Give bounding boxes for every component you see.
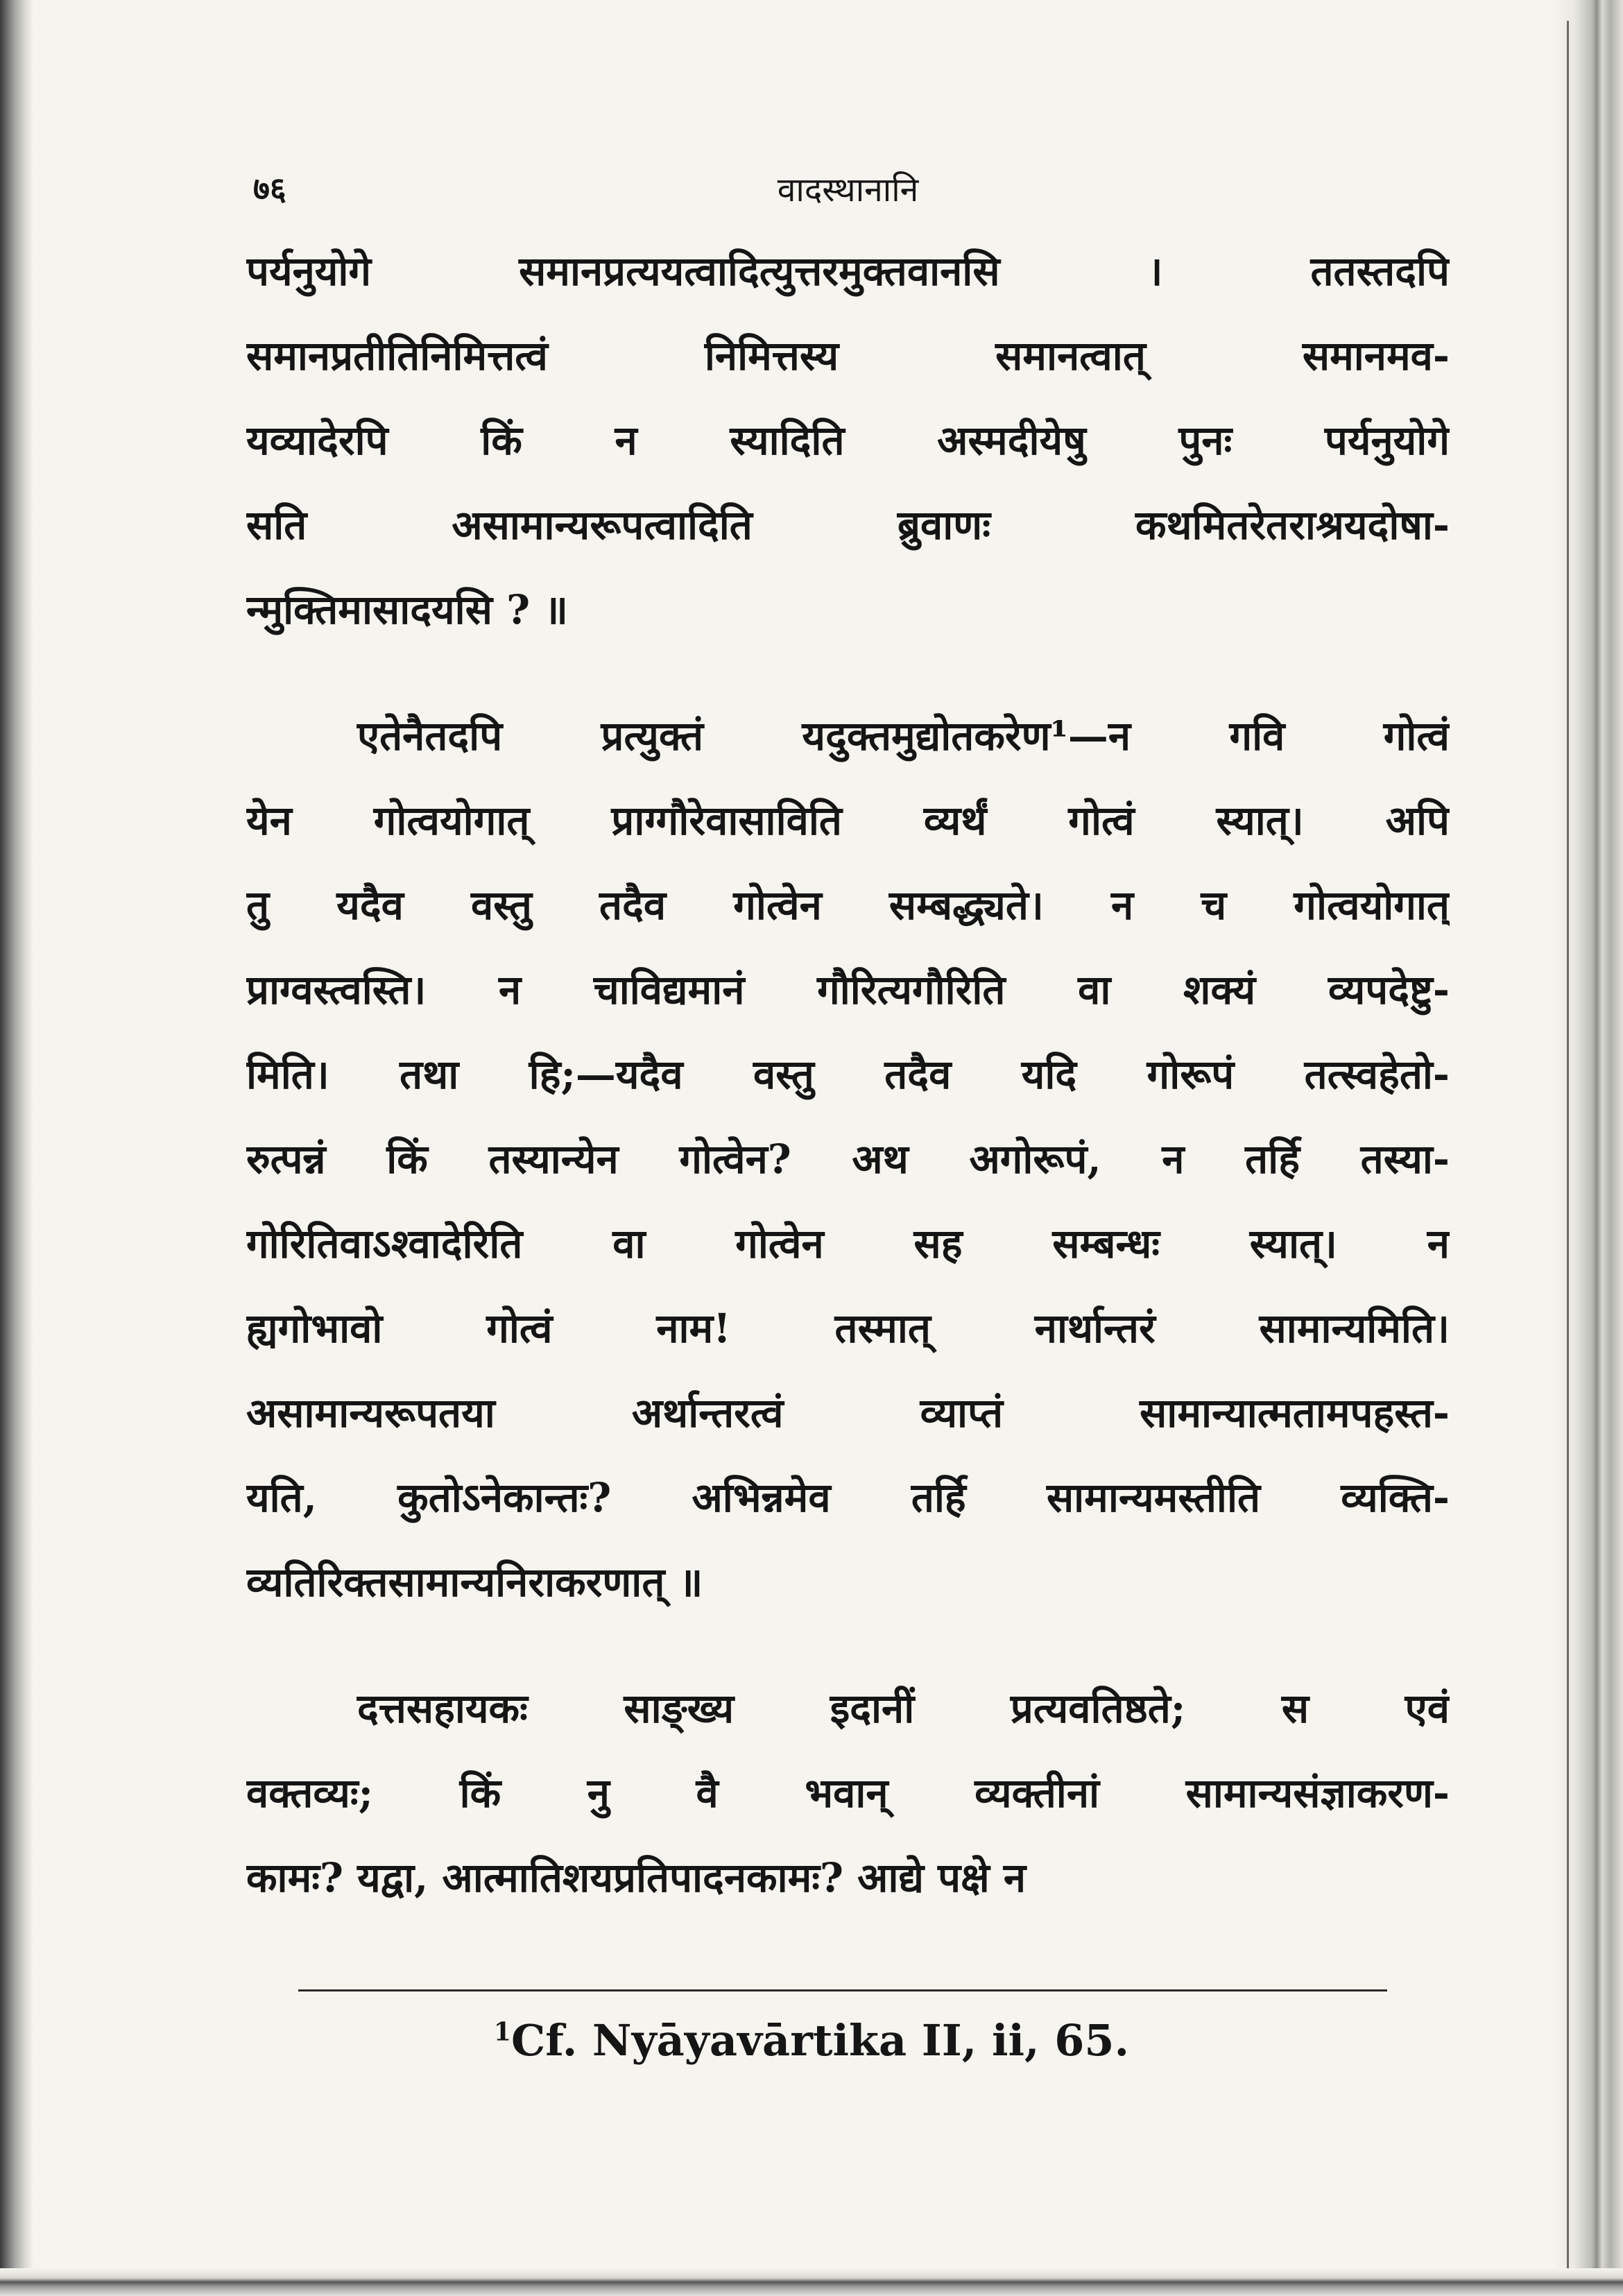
footnote-text: Cf. Nyāyavārtika II, ii, 65. bbox=[510, 2015, 1130, 2066]
text-line: प्राग्वस्त्वस्ति। न चाविद्यमानं गौरित्यगौरिति वा शक्यं व्यपदेष्टु- bbox=[246, 966, 1450, 1013]
scan-edge-right bbox=[1554, 0, 1623, 2296]
paragraph-gap bbox=[246, 652, 1450, 694]
text-line: पर्यनुयोगे समानप्रत्ययत्वादित्युत्तरमुक्तवानसि । ततस्तदपि bbox=[246, 248, 1450, 295]
text-line: गोरितिवाऽश्वादेरिति वा गोत्वेन सह सम्बन्धः स्यात्। न bbox=[246, 1220, 1450, 1267]
paragraph-1 bbox=[246, 229, 1450, 652]
paragraph-2 bbox=[246, 694, 1450, 1625]
text-line: व्यतिरिक्तसामान्यनिराकरणात् ॥ bbox=[246, 1559, 703, 1606]
text-line: यति, कुतोऽनेकान्तः? अभिन्नमेव तर्हि सामान्यमस्तीति व्यक्ति- bbox=[246, 1474, 1450, 1521]
text-line: ह्यगोभावो गोत्वं नाम! तस्मात् नार्थान्तरं सामान्यमिति। bbox=[246, 1305, 1450, 1352]
scan-edge-bottom bbox=[0, 2268, 1623, 2296]
footnote-marker: 1 bbox=[493, 2017, 511, 2047]
text-line: तु यदैव वस्तु तदैव गोत्वेन सम्बद्ध्यते। न च गोत्वयोगात् bbox=[246, 882, 1450, 929]
paragraph-3 bbox=[246, 1666, 1450, 1920]
text-line: यव्यादेरपि किं न स्यादिति अस्मदीयेषु पुनः पर्यनुयोगे bbox=[246, 417, 1450, 464]
paragraph-gap bbox=[246, 1625, 1450, 1666]
text-line: सति असामान्यरूपत्वादिति ब्रुवाणः कथमितरेतराश्रयदोषा- bbox=[246, 502, 1450, 549]
text-line: वक्तव्यः; किं नु वै भवान् व्यक्तीनां सामान्यसंज्ञाकरण- bbox=[246, 1770, 1450, 1817]
footnote-rule bbox=[298, 1989, 1387, 1991]
text-line: समानप्रतीतिनिमित्तत्वं निमित्तस्य समानत्वात् समानमव- bbox=[246, 332, 1450, 379]
page-number: ७६ bbox=[253, 170, 286, 207]
text-line: मिति। तथा हि;—यदैव वस्तु तदैव यदि गोरूपं तत्स्वहेतो- bbox=[246, 1051, 1450, 1098]
running-title: वादस्थानानि bbox=[777, 171, 919, 209]
scan-binding-line bbox=[1567, 21, 1569, 2275]
page-header bbox=[246, 166, 1450, 229]
text-line: कामः? यद्वा, आत्मातिशयप्रतिपादनकामः? आद्ये पक्षे न bbox=[246, 1854, 1027, 1901]
body-text bbox=[246, 229, 1450, 1920]
text-line: एतेनैतदपि प्रत्युक्तं यदुक्तमुद्योतकरेण¹—न गवि गोत्वं bbox=[357, 712, 1450, 760]
text-line: येन गोत्वयोगात् प्राग्गौरेवासाविति व्यर्थं गोत्वं स्यात्। अपि bbox=[246, 797, 1450, 844]
footnote bbox=[0, 2015, 1623, 2066]
book-page bbox=[246, 166, 1450, 1920]
scan-edge-left bbox=[0, 0, 33, 2296]
text-line: रुत्पन्नं किं तस्यान्येन गोत्वेन? अथ अगोरूपं, न तर्हि तस्या- bbox=[246, 1136, 1450, 1183]
text-line: असामान्यरूपतया अर्थान्तरत्वं व्याप्तं सामान्यात्मतामपहस्त- bbox=[246, 1389, 1450, 1437]
text-line: दत्तसहायकः साङ्ख्य इदानीं प्रत्यवतिष्ठते; स एवं bbox=[357, 1685, 1450, 1732]
text-line: न्मुक्तिमासादयसि ? ॥ bbox=[246, 586, 569, 633]
